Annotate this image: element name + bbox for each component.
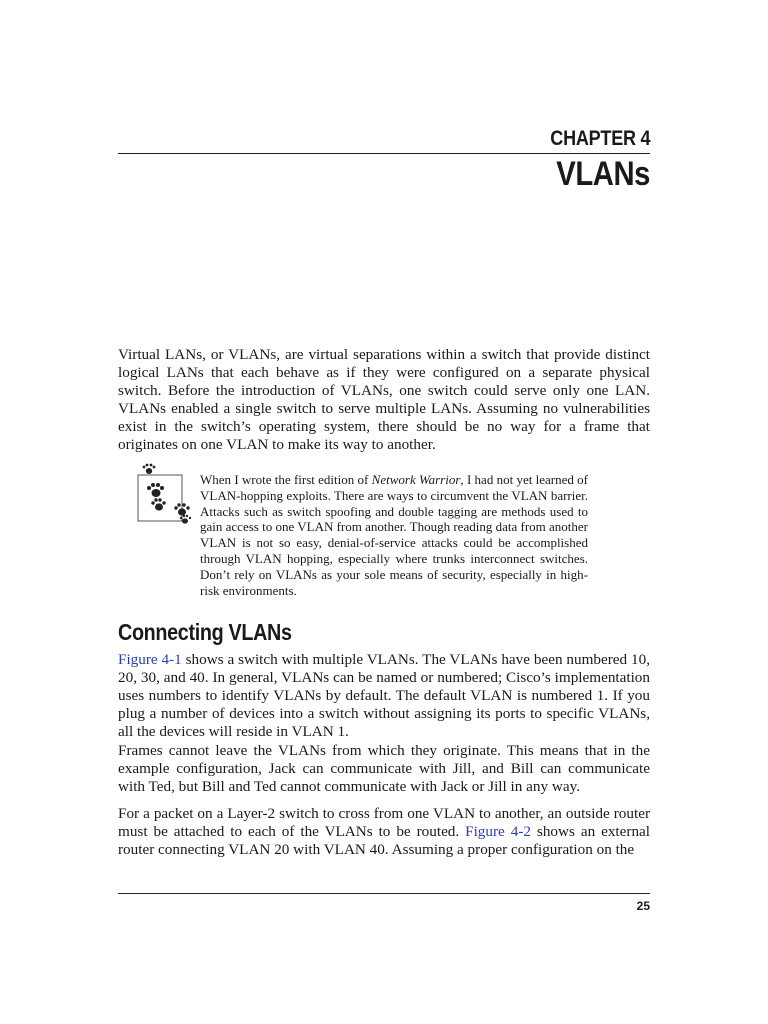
security-note (200, 472, 588, 598)
chapter-label: CHAPTER 4 (549, 127, 650, 150)
section-paragraph-1-text: shows a switch with multiple VLANs. The VLANs have been numbered 10, 20, 30, and 40. In general, VLANs can be named or numbered; Cisco’s implementation uses numbers to identify VLANs by default. The default VLAN is numbered 1. If you plug a number of devices into a switch without assigning its ports to specific VLANs, all the devices will reside in VLAN 1. (118, 651, 650, 740)
raccoon-paw-prints-icon (135, 463, 195, 525)
footer-rule (118, 893, 650, 894)
figure-4-1-link[interactable]: Figure 4-1 (118, 651, 182, 668)
intro-paragraph: Virtual LANs, or VLANs, are virtual separations within a switch that provide distinct logical LANs that each behave as if they were configured on a separate physical switch. Before the introduction of VLANs, one switch could serve only one LAN. VLANs enabled a single switch to serve multiple LANs. Assuming no vulnerabilities exist in the switch’s operating system, there should be no way for a frame that originates on one VLAN to make its way to another. (118, 346, 650, 453)
note-text-before: When I wrote the first edition of (200, 472, 372, 487)
note-text-after: , I had not yet learned of VLAN-hopping exploits. There are ways to circumvent the VLAN barrier. Attacks such as switch spoofing and double tagging are methods used to gain access to one VLAN from another. Though reading data from another VLAN is not so easy, denial-of-service attacks could be accomplished through VLAN hopping, especially where trunks interconnect switches. Don’t rely on VLANs as your sole means of security, especially in high-risk environments. (200, 472, 588, 598)
section-heading: Connecting VLANs (118, 619, 292, 645)
figure-4-2-link[interactable]: Figure 4-2 (465, 823, 531, 840)
section-paragraph-2: Frames cannot leave the VLANs from which they originate. This means that in the example configuration, Jack can communicate with Jill, and Bill can communicate with Ted, but Bill and Ted cannot communicate with Jack or Jill in any way. (118, 742, 650, 795)
chapter-title: VLANs (556, 155, 650, 193)
page-number: 25 (636, 899, 650, 913)
chapter-rule (118, 153, 650, 154)
section-paragraph-3-before: For a packet on a Layer-2 switch to cross from one VLAN to another, an outside router must be attached to each of the VLANs to be routed. (118, 805, 650, 840)
section-paragraph-3 (118, 805, 650, 859)
section-paragraph-3-after: shows an external router connecting VLAN 20 with VLAN 40. Assuming a proper configuration on the (118, 823, 651, 858)
section-paragraph-1 (118, 651, 650, 741)
note-book-title: Network Warrior (371, 472, 461, 487)
